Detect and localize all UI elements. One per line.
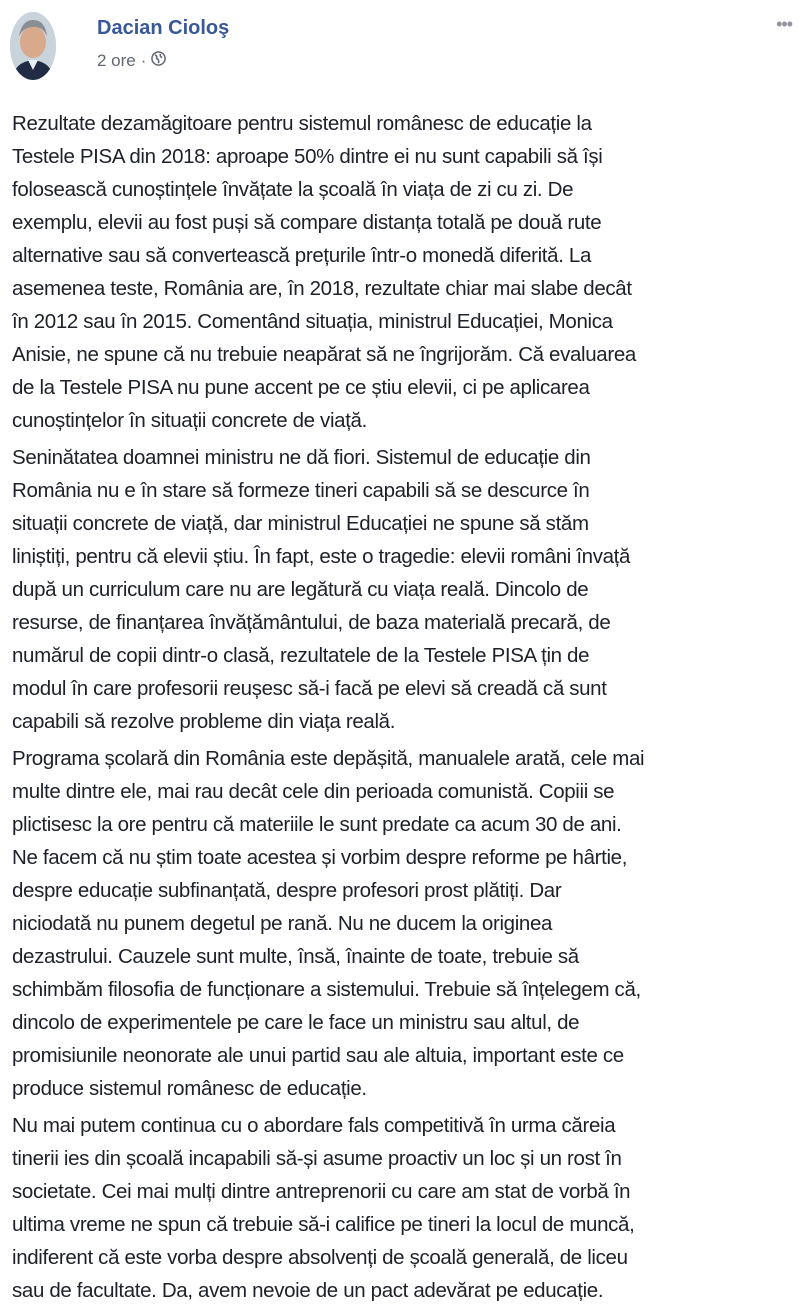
text-line: Programa școlară din România este depășită, manualele arată, cele mai [12,747,645,770]
post-time[interactable]: 2 ore [97,51,136,70]
text-line: dezastrului. Cauzele sunt multe, însă, înainte de toate, trebuie să [12,945,579,968]
text-line: Anisie, ne spune că nu trebuie neapărat să ne îngrijorăm. Că evaluarea [12,343,636,366]
post-paragraph [12,107,798,437]
post-header [0,0,800,95]
text-line: capabili să rezolve probleme din viața reală. [12,710,396,733]
text-line: produce sistemul românesc de educație. [12,1077,367,1100]
text-line: resurse, de finanțarea învățământului, de baza materială precară, de [12,611,611,634]
text-line: după un curriculum care nu are legătură cu viața reală. Dincolo de [12,578,589,601]
text-line: multe dintre ele, mai rau decât cele din perioada comunistă. Copiii se [12,780,615,803]
text-line: societate. Cei mai mulți dintre antreprenorii cu care am stat de vorbă în [12,1180,631,1203]
text-line: modul în care profesorii reușesc să-i facă pe elevi să creadă că sunt [12,677,607,700]
post-body [12,107,798,1311]
text-line: situații concrete de viață, dar ministrul Educației ne spune să stăm [12,512,589,535]
meta-separator: · [140,51,147,70]
text-line: tinerii ies din școală incapabili să-și asume proactiv un loc și un rost în [12,1147,622,1170]
text-line: România nu e în stare să formeze tineri capabili să se descurce în [12,479,590,502]
text-line: exemplu, elevii au fost puși să compare distanța totală pe două rute [12,211,602,234]
text-line: de la Testele PISA nu pune accent pe ce știu elevii, ci pe aplicarea [12,376,590,399]
text-line: Testele PISA din 2018: aproape 50% dintre ei nu sunt capabili să își [12,145,603,168]
text-line: în 2012 sau în 2015. Comentând situația, ministrul Educației, Monica [12,310,613,333]
post-paragraph [12,1109,798,1307]
text-line: cunoștințelor în situații concrete de viață. [12,409,367,432]
text-line: Nu mai putem continua cu o abordare fals competitivă în urma căreia [12,1114,616,1137]
author-name[interactable]: Dacian Cioloş [97,17,230,39]
text-line: despre educație subfinanțată, despre profesori prost plătiți. Dar [12,879,562,902]
text-line: numărul de copii dintr-o clasă, rezultatele de la Testele PISA țin de [12,644,590,667]
post-meta [97,51,166,71]
text-line: alternative sau să convertească prețurile într-o monedă diferită. La [12,244,591,267]
text-line: liniștiți, pentru că elevii știu. În fapt, este o tragedie: elevii români învață [12,545,631,568]
text-line: Seninătatea doamnei ministru ne dă fiori. Sistemul de educație din [12,446,591,469]
text-line: schimbăm filosofia de funcționare a sistemului. Trebuie să înțelegem că, [12,978,641,1001]
text-line: niciodată nu punem degetul pe rană. Nu ne ducem la originea [12,912,553,935]
text-line: Rezultate dezamăgitoare pentru sistemul românesc de educație la [12,112,592,135]
post-paragraph [12,742,798,1105]
avatar-photo [10,12,56,80]
text-line: dincolo de experimentele pe care le face un ministru sau altul, de [12,1011,580,1034]
more-options-icon[interactable]: ••• [776,14,792,34]
globe-icon[interactable] [151,51,166,71]
text-line: Ne facem că nu știm toate acestea și vorbim despre reforme pe hârtie, [12,846,628,869]
author-avatar[interactable] [10,12,56,80]
text-line: plictisesc la ore pentru că materiile le sunt predate ca acum 30 de ani. [12,813,622,836]
text-line: indiferent că este vorba despre absolvenți de școală generală, de liceu [12,1246,628,1269]
text-line: ultima vreme ne spun că trebuie să-i califice pe tineri la locul de muncă, [12,1213,635,1236]
text-line: promisiunile neonorate ale unui partid sau ale altuia, important este ce [12,1044,624,1067]
text-line: sau de facultate. Da, avem nevoie de un pact adevărat pe educație. [12,1279,604,1302]
text-line: asemenea teste, România are, în 2018, rezultate chiar mai slabe decât [12,277,632,300]
post-paragraph [12,441,798,738]
text-line: folosească cunoștințele învățate la școală în viața de zi cu zi. De [12,178,574,201]
